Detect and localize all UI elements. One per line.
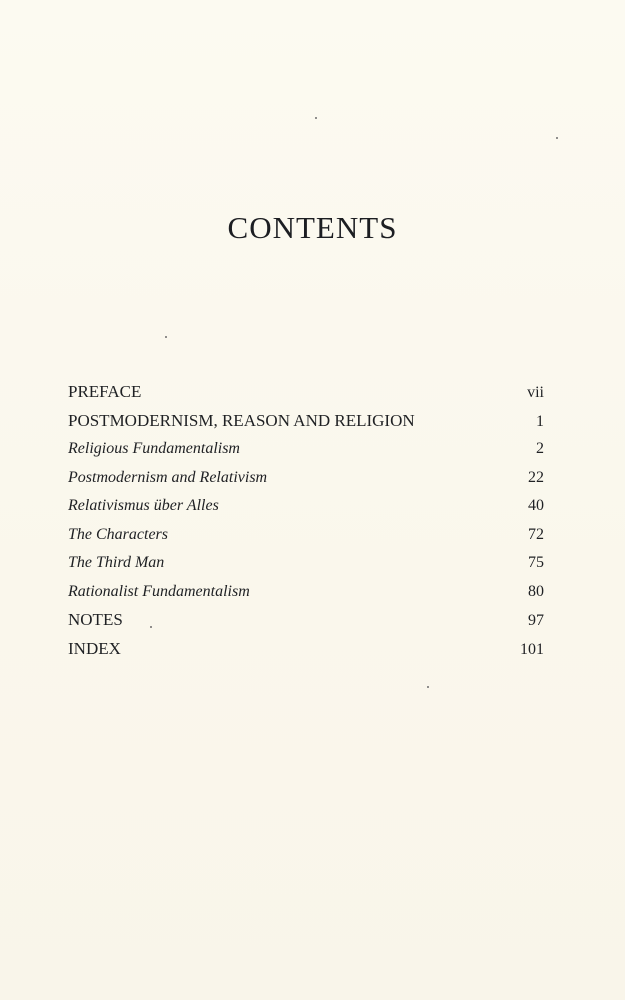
toc-entry-religious-fundamentalism[interactable]: [68, 435, 544, 464]
toc-entry-label: Rationalist Fundamentalism: [68, 582, 250, 600]
toc-entry-notes[interactable]: [68, 606, 544, 635]
page-speck: [315, 117, 317, 119]
toc-entry-label: The Third Man: [68, 554, 165, 571]
toc-entry-postmodernism-relativism[interactable]: [68, 464, 544, 493]
toc-entry-label: INDEX: [68, 638, 121, 658]
toc-entry-preface[interactable]: [68, 378, 544, 407]
toc-entry-relativismus-uber-alles[interactable]: [68, 492, 544, 521]
toc-entry-label: The Characters: [68, 525, 168, 543]
toc-entry-page: 1: [536, 412, 544, 430]
toc-entry-page: vii: [527, 384, 544, 401]
toc-entry-label: Postmodernism and Relativism: [68, 468, 268, 486]
toc-entry-postmodernism-reason-religion[interactable]: [68, 407, 544, 436]
toc-entry-page: 22: [528, 468, 544, 486]
toc-entry-label: PREFACE: [68, 382, 142, 401]
page-title: CONTENTS: [227, 210, 398, 245]
toc-entry-page: 97: [528, 612, 544, 629]
page-speck: [427, 686, 429, 688]
toc-entry-index[interactable]: [68, 635, 544, 664]
toc-entry-page: 72: [528, 525, 544, 543]
toc-entry-the-characters[interactable]: [68, 521, 544, 550]
toc-entry-page: 80: [528, 582, 544, 600]
table-of-contents: [68, 378, 544, 663]
toc-entry-label: NOTES: [68, 610, 123, 629]
toc-entry-page: 2: [536, 440, 544, 457]
toc-entry-page: 101: [520, 640, 544, 658]
toc-entry-label: POSTMODERNISM, REASON AND RELIGION: [68, 410, 415, 430]
toc-entry-the-third-man[interactable]: [68, 549, 544, 578]
toc-entry-rationalist-fundamentalism[interactable]: [68, 578, 544, 607]
page-speck: [165, 336, 167, 338]
toc-entry-label: Relativismus über Alles: [68, 497, 219, 514]
toc-entry-label: Religious Fundamentalism: [68, 440, 240, 457]
toc-entry-page: 75: [528, 554, 544, 571]
page-speck: [556, 137, 558, 139]
toc-entry-page: 40: [528, 497, 544, 514]
